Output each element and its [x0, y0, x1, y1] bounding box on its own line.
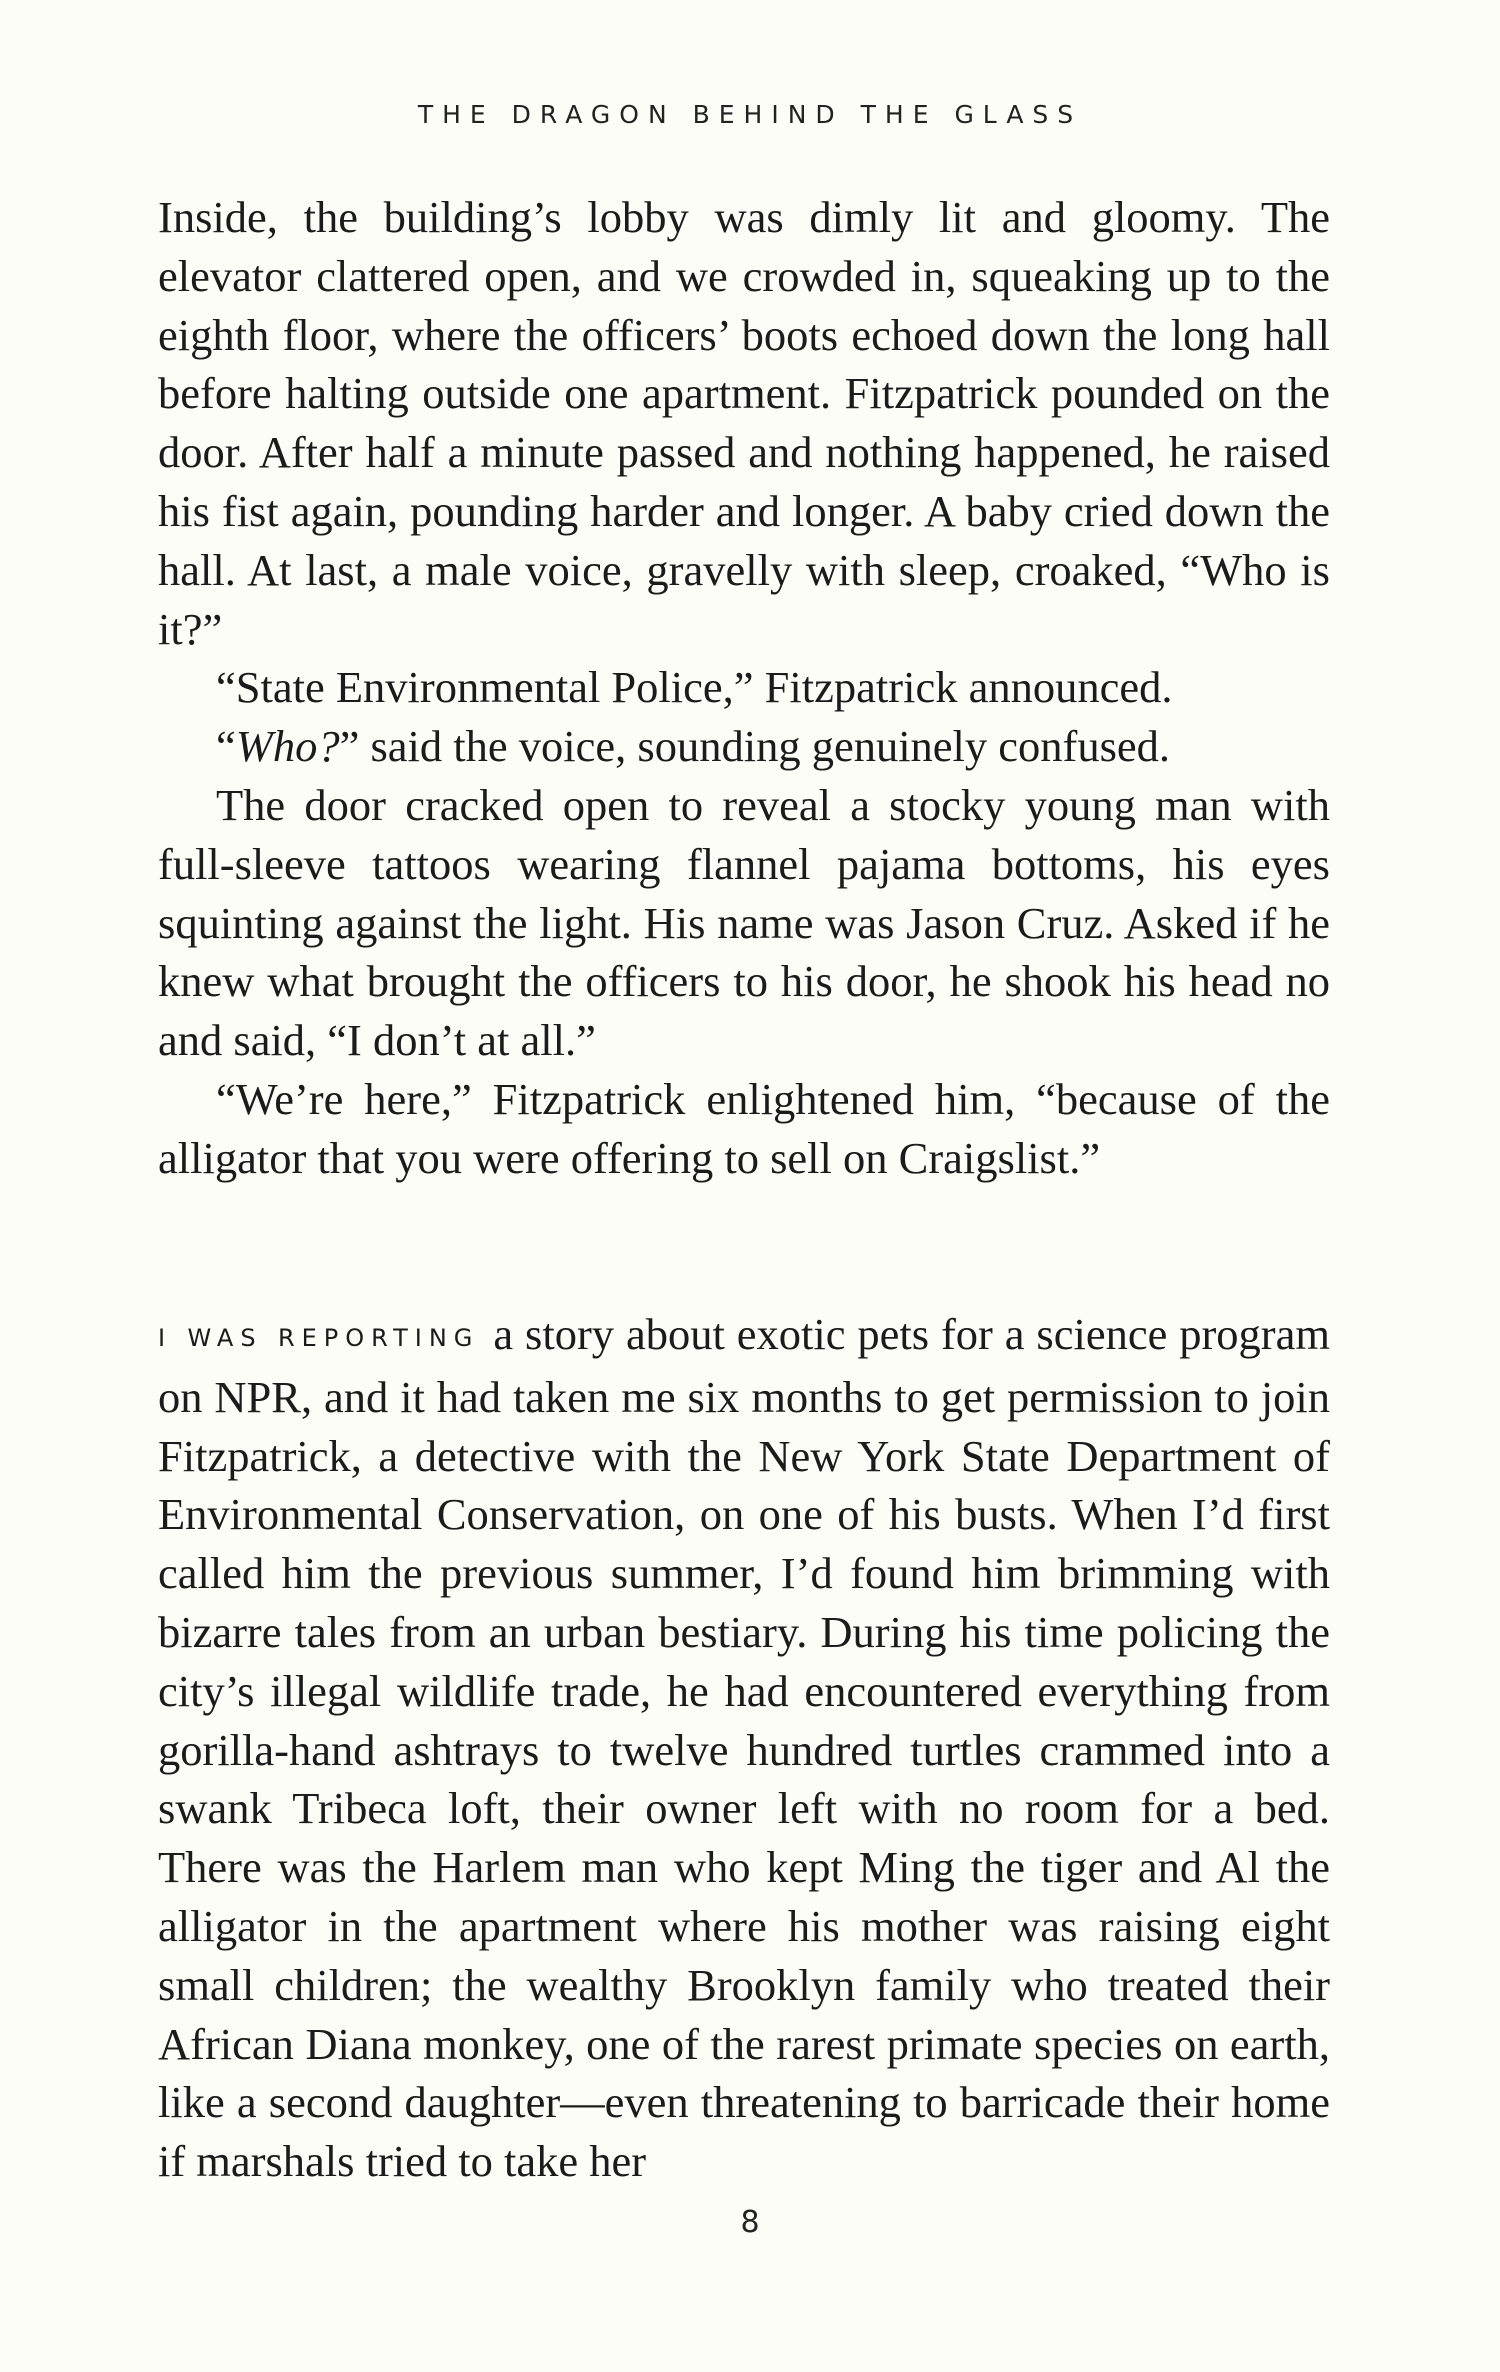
paragraph-lobby: Inside, the building’s lobby was dimly lit and gloomy. The elevator clattered open, and we crowded in, squeaking up to the eighth floor, where the officers’ boots echoed down the long hall before halting outside one apartment. Fitzpatrick pounded on the door. After half a minute passed and nothing happened, he raised his fist again, pounding harder and longer. A baby cried down the hall. At last, a male voice, gravelly with sleep, croaked, “Who is it?”	[158, 192, 1330, 654]
running-head: THE DRAGON BEHIND THE GLASS	[417, 100, 1083, 129]
paragraph-who	[158, 717, 1330, 776]
paragraph-reporting-body: a story about exotic pets for a science program on NPR, and it had taken me six months to get permission to join Fitzpatrick, a detective with the New York State Department of Environmental Conservation, on one of his busts. When I’d first called him the previous summer, I’d found him brimming with bizarre tales from an urban bestiary. During his time policing the city’s illegal wildlife trade, he had encountered everything from gorilla-hand ashtrays to twelve hundred turtles crammed into a swank Tribeca loft, their owner left with no room for a bed. There was the Harlem man who kept Ming the tiger and Al the alligator in the apartment where his mother was raising eight small children; the wealthy Brooklyn family who treated their African Diana monkey, one of the rarest primate species on earth, like a second daughter—even threatening to barricade their home if marshals tried to take her	[158, 1309, 1330, 2187]
section-two	[158, 1305, 1330, 2191]
page-number: 8	[740, 2205, 760, 2240]
section-lead-caps: I WAS REPORTING	[158, 1324, 480, 1352]
who-open-quote: “	[216, 721, 236, 772]
section-one	[158, 188, 1330, 1188]
paragraph-police-announce: “State Environmental Police,” Fitzpatrick announced.	[216, 662, 1173, 713]
who-italic: Who?	[235, 721, 340, 772]
paragraph-alligator: “We’re here,” Fitzpatrick enlightened him, “because of the alligator that you were offering to sell on Craigslist.”	[158, 1073, 1330, 1183]
who-rest: ” said the voice, sounding genuinely confused.	[339, 721, 1171, 772]
paragraph-reporting	[158, 1305, 1330, 2191]
paragraph-door-opens: The door cracked open to reveal a stocky young man with full-sleeve tattoos wearing flannel pajama bottoms, his eyes squinting against the light. His name was Jason Cruz. Asked if he knew what brought the officers to his door, he shook his head no and said, “I don’t at all.”	[158, 779, 1330, 1066]
